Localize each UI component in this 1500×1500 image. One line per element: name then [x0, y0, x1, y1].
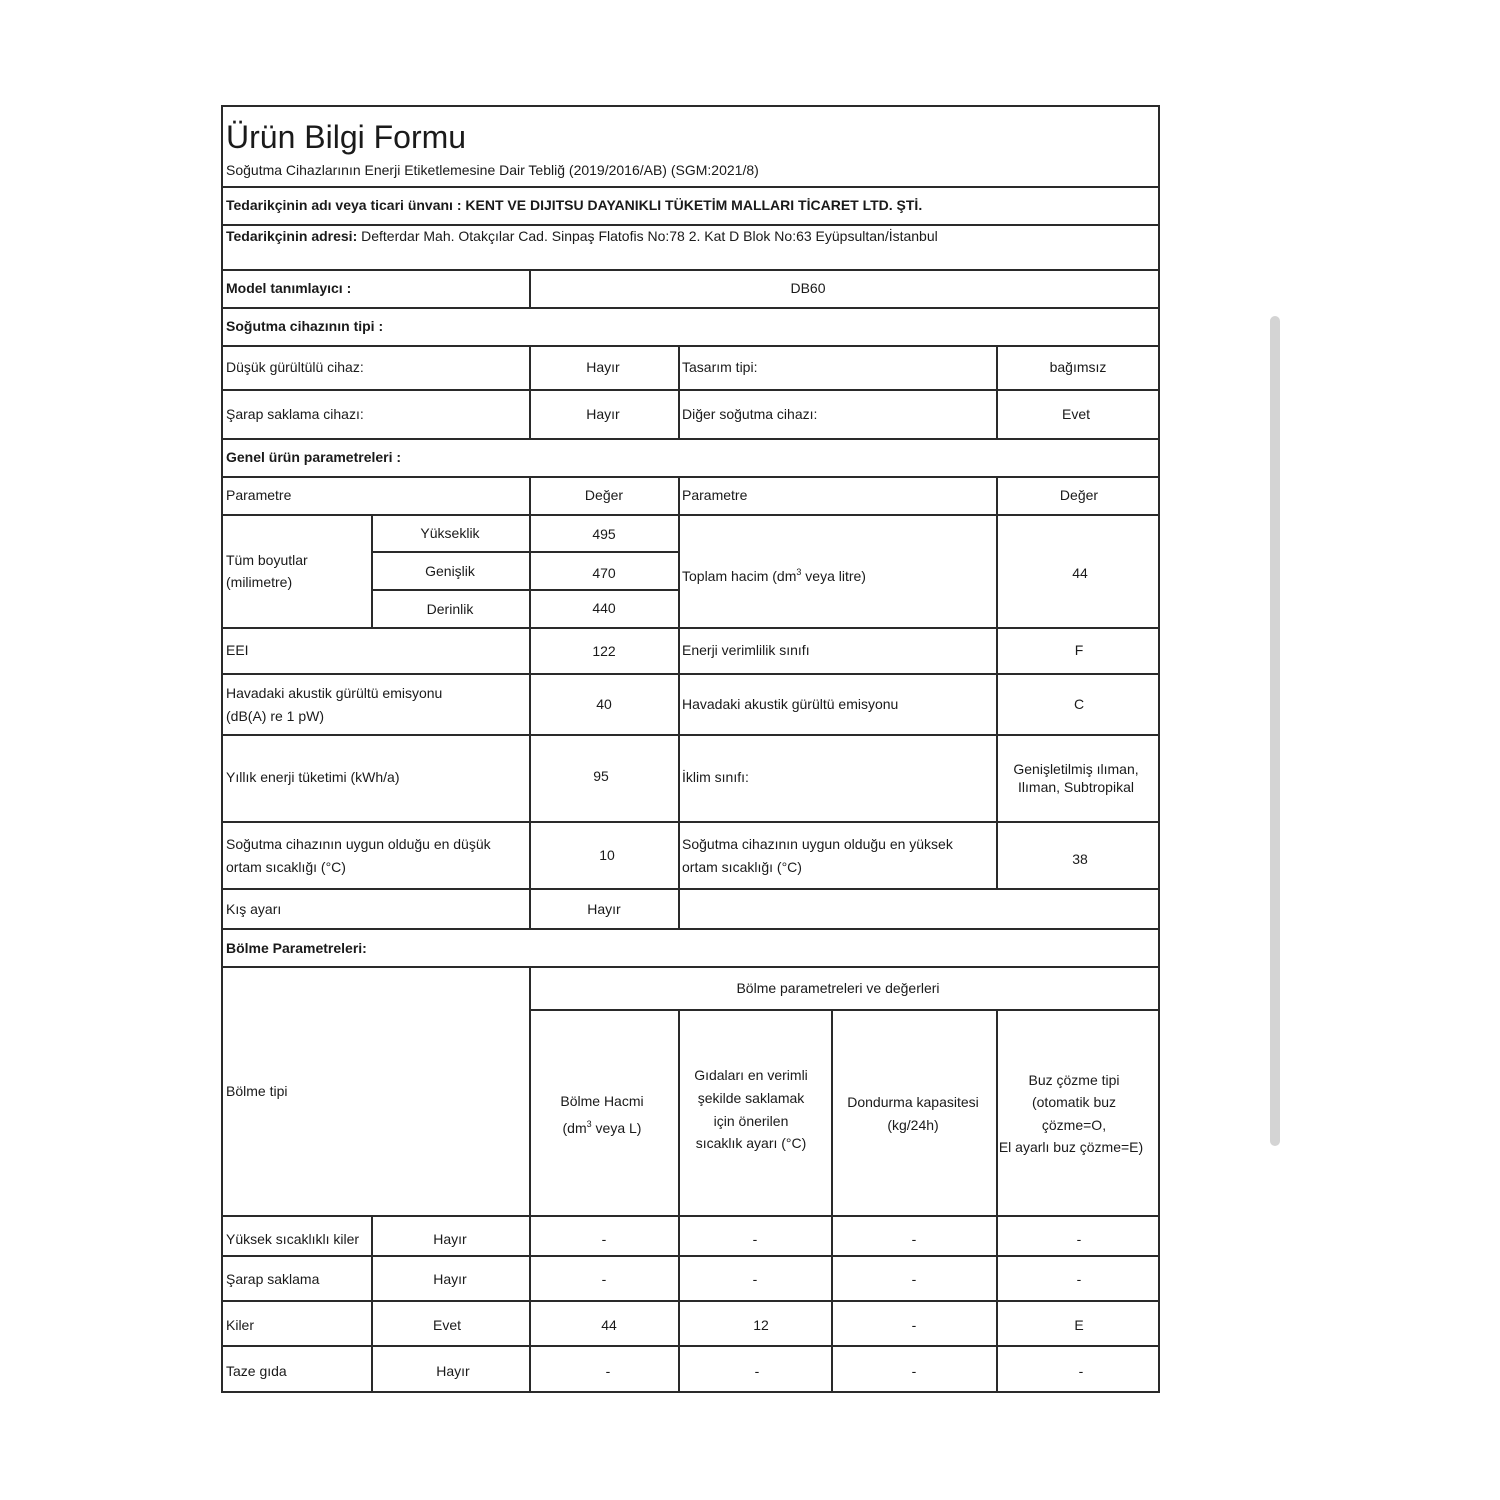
value-header-right: Değer	[1059, 487, 1099, 503]
divider	[223, 627, 1158, 629]
compartment-temp: -	[752, 1231, 758, 1247]
col-freeze-header-2: (kg/24h)	[887, 1117, 939, 1133]
supplier-name-label: Tedarikçinin adı veya ticari ünvanı :	[226, 197, 462, 213]
compartment-volume: -	[601, 1271, 607, 1287]
depth-value: 440	[592, 600, 616, 616]
design-type-value: bağımsız	[1049, 359, 1107, 375]
general-params-heading: Genel ürün parametreleri :	[226, 449, 402, 465]
winter-setting-label: Kış ayarı	[226, 901, 282, 917]
divider	[223, 269, 1158, 271]
model-value: DB60	[790, 280, 826, 296]
supplier-address-row	[226, 225, 938, 247]
divider	[996, 345, 998, 438]
divider	[371, 1215, 373, 1393]
compartment-present: Hayır	[436, 1363, 470, 1379]
compartment-volume: -	[601, 1231, 607, 1247]
divider	[371, 551, 678, 553]
eei-value: 122	[592, 643, 616, 659]
col-volume-unit-b: veya L)	[591, 1120, 642, 1136]
divider	[223, 673, 1158, 675]
divider	[678, 1009, 680, 1393]
total-volume-label-b: veya litre)	[801, 568, 866, 584]
col-temp-header-4: sıcaklık ayarı (°C)	[695, 1135, 807, 1151]
energy-class-label: Enerji verimlilik sınıfı	[682, 642, 810, 658]
dimensions-unit: (milimetre)	[226, 574, 293, 590]
compartment-freeze: -	[911, 1317, 917, 1333]
climate-class-value-1: Genişletilmiş ılıman,	[1013, 761, 1139, 777]
supplier-address-label: Tedarikçinin adresi:	[226, 228, 358, 244]
col-temp-header-3: için önerilen	[713, 1113, 789, 1129]
total-volume-value: 44	[1072, 565, 1088, 581]
divider	[529, 345, 531, 438]
height-label: Yükseklik	[420, 525, 480, 541]
energy-class-value: F	[1074, 642, 1084, 658]
param-header-left: Parametre	[226, 487, 292, 503]
max-temp-value: 38	[1072, 851, 1088, 867]
winter-setting-value: Hayır	[587, 901, 621, 917]
divider	[223, 345, 1158, 347]
compartment-present: Hayır	[433, 1271, 467, 1287]
compartment-present: Hayır	[433, 1231, 467, 1247]
divider	[223, 1300, 1158, 1302]
climate-class-value-2: Ilıman, Subtropikal	[1018, 779, 1134, 795]
regulation-subtitle: Soğutma Cihazlarının Enerji Etiketlemesine Dair Tebliğ (2019/2016/AB) (SGM:2021/8)	[226, 162, 759, 178]
compartment-name: Kiler	[226, 1317, 255, 1333]
divider	[223, 888, 1158, 890]
col-volume-unit-a: (dm	[562, 1120, 587, 1136]
divider	[223, 1345, 1158, 1347]
divider	[223, 734, 1158, 736]
col-volume-sup: 3	[586, 1119, 592, 1129]
compartment-freeze: -	[911, 1231, 917, 1247]
divider	[223, 1215, 1158, 1217]
model-label: Model tanımlayıcı :	[226, 280, 352, 296]
col-volume-header-1: Bölme Hacmi	[560, 1093, 644, 1109]
compartment-freeze: -	[911, 1363, 917, 1379]
param-header-right: Parametre	[682, 487, 748, 503]
annual-energy-value: 95	[593, 768, 609, 784]
divider	[223, 1255, 1158, 1257]
compartment-name: Yüksek sıcaklıklı kiler	[226, 1231, 360, 1247]
divider	[529, 269, 531, 307]
divider	[529, 476, 531, 928]
other-appliance-value: Evet	[1061, 406, 1091, 422]
divider	[996, 1009, 998, 1393]
supplier-name-row	[226, 194, 922, 216]
divider	[371, 589, 678, 591]
divider	[223, 438, 1158, 440]
divider	[223, 186, 1158, 188]
compartment-name: Taze gıda	[226, 1363, 287, 1379]
compartment-temp: -	[754, 1363, 760, 1379]
min-temp-value: 10	[599, 847, 615, 863]
supplier-address: Defterdar Mah. Otakçılar Cad. Sinpaş Flatofis No:78 2. Kat D Blok No:63 Eyüpsultan/İstanbul	[361, 228, 938, 244]
compartment-present: Evet	[432, 1317, 462, 1333]
noise-emission-value: 40	[596, 696, 612, 712]
vertical-scrollbar[interactable]	[1270, 316, 1280, 1146]
compartment-defrost: E	[1074, 1317, 1084, 1333]
design-type-label: Tasarım tipi:	[682, 359, 758, 375]
col-defrost-header-4: El ayarlı buz çözme=E)	[998, 1139, 1144, 1155]
divider	[371, 514, 373, 627]
compartment-volume: -	[605, 1363, 611, 1379]
product-info-form	[221, 105, 1160, 1393]
supplier-name: KENT VE DIJITSU DAYANIKLI TÜKETİM MALLARI TİCARET LTD. ŞTİ.	[465, 197, 923, 213]
low-noise-label: Düşük gürültülü cihaz:	[226, 359, 364, 375]
divider	[223, 966, 1158, 968]
col-defrost-header-3: çözme=O,	[1041, 1117, 1107, 1133]
col-defrost-header-1: Buz çözme tipi	[1028, 1072, 1120, 1088]
noise-emission-label: Havadaki akustik gürültü emisyonu	[226, 685, 443, 701]
compartment-temp: -	[752, 1271, 758, 1287]
divider	[678, 476, 680, 928]
wine-appliance-value: Hayır	[586, 406, 620, 422]
divider	[678, 345, 680, 438]
divider	[223, 928, 1158, 930]
compartment-defrost: -	[1078, 1363, 1084, 1379]
max-temp-unit: ortam sıcaklığı (°C)	[682, 859, 802, 875]
divider	[223, 476, 1158, 478]
max-temp-label: Soğutma cihazının uygun olduğu en yüksek	[682, 836, 953, 852]
annual-energy-label: Yıllık enerji tüketimi (kWh/a)	[226, 769, 400, 785]
col-temp-header-1: Gıdaları en verimli	[694, 1067, 808, 1083]
total-volume-label	[682, 561, 866, 587]
divider	[223, 307, 1158, 309]
divider	[996, 476, 998, 888]
total-volume-sup: 3	[796, 567, 802, 577]
wine-appliance-label: Şarap saklama cihazı:	[226, 406, 364, 422]
width-label: Genişlik	[425, 563, 475, 579]
divider	[223, 821, 1158, 823]
compartment-volume: 44	[601, 1317, 617, 1333]
height-value: 495	[592, 526, 616, 542]
compartment-params-header: Bölme parametreleri ve değerleri	[736, 980, 940, 996]
compartment-defrost: -	[1076, 1271, 1082, 1287]
eei-label: EEI	[226, 642, 249, 658]
compartment-defrost: -	[1076, 1231, 1082, 1247]
divider	[831, 1009, 833, 1393]
divider	[530, 1009, 1158, 1011]
noise-class-label: Havadaki akustik gürültü emisyonu	[682, 696, 899, 712]
appliance-type-heading: Soğutma cihazının tipi :	[226, 318, 384, 334]
value-header-left: Değer	[584, 487, 624, 503]
depth-label: Derinlik	[426, 601, 474, 617]
climate-class-label: İklim sınıfı:	[682, 769, 749, 785]
compartment-temp: 12	[753, 1317, 769, 1333]
divider	[223, 389, 1158, 391]
compartment-name: Şarap saklama	[226, 1271, 320, 1287]
noise-emission-unit: (dB(A) re 1 pW)	[226, 708, 325, 724]
min-temp-label: Soğutma cihazının uygun olduğu en düşük	[226, 836, 491, 852]
total-volume-label-a: Toplam hacim (dm	[682, 568, 797, 584]
col-freeze-header-1: Dondurma kapasitesi	[847, 1094, 979, 1110]
col-defrost-header-2: (otomatik buz	[1031, 1094, 1117, 1110]
width-value: 470	[592, 565, 616, 581]
compartment-type-header: Bölme tipi	[226, 1083, 288, 1099]
page-title: Ürün Bilgi Formu	[226, 119, 467, 155]
low-noise-value: Hayır	[586, 359, 620, 375]
compartment-params-heading: Bölme Parametreleri:	[226, 940, 367, 956]
other-appliance-label: Diğer soğutma cihazı:	[682, 406, 818, 422]
col-volume-header-2	[563, 1113, 642, 1139]
divider	[529, 966, 531, 1393]
noise-class-value: C	[1073, 696, 1085, 712]
min-temp-unit: ortam sıcaklığı (°C)	[226, 859, 346, 875]
divider	[223, 514, 1158, 516]
compartment-freeze: -	[911, 1271, 917, 1287]
col-temp-header-2: şekilde saklamak	[697, 1090, 805, 1106]
dimensions-label: Tüm boyutlar	[226, 552, 308, 568]
